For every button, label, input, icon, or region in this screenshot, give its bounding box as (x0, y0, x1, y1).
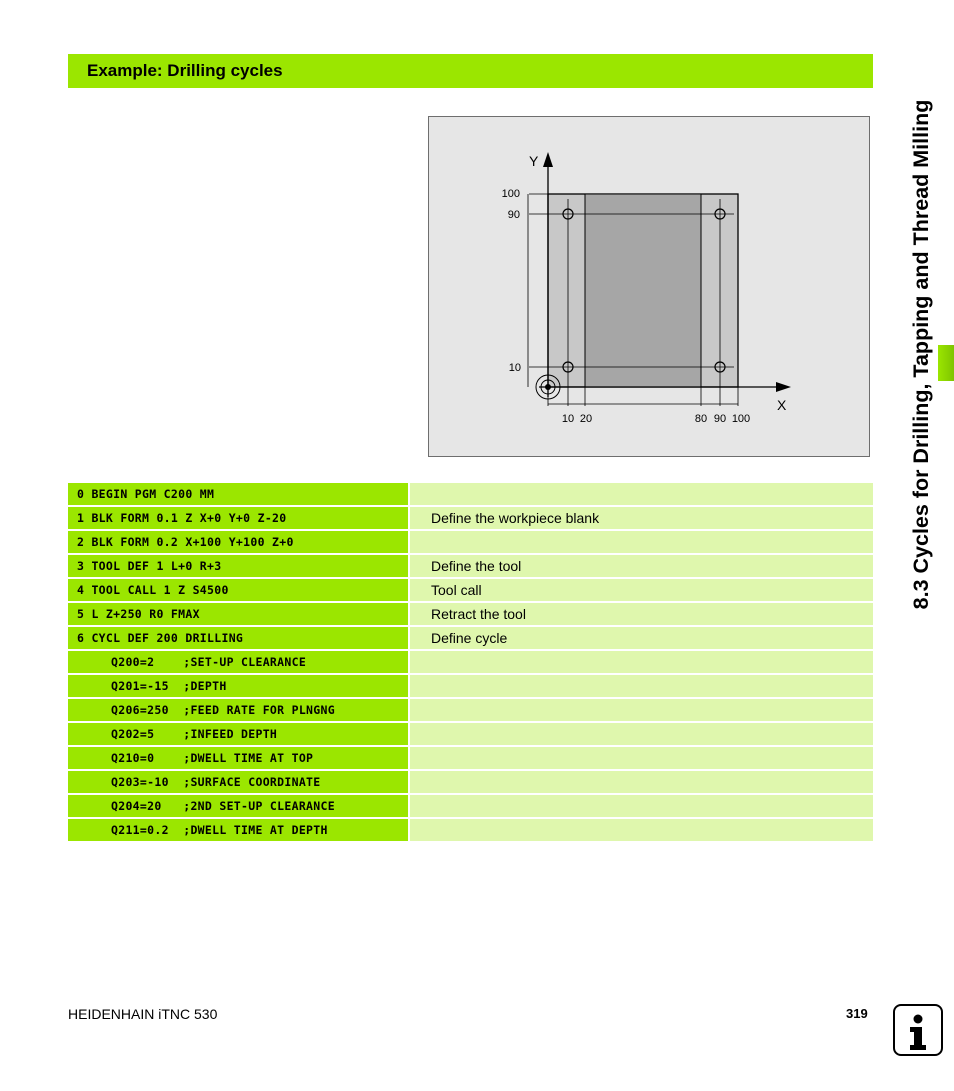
table-row (68, 579, 873, 603)
nc-code-line: Q202=5 ;INFEED DEPTH (68, 723, 408, 745)
drilling-diagram-svg (429, 117, 871, 458)
x-tick-10: 10 (561, 413, 575, 425)
x-tick-20: 20 (579, 413, 593, 425)
table-row (68, 555, 873, 579)
x-tick-100: 100 (731, 413, 751, 425)
y-tick-100: 100 (501, 188, 520, 200)
nc-comment (410, 531, 873, 553)
nc-comment: Define the workpiece blank (410, 507, 873, 529)
table-row (68, 795, 873, 819)
table-row (68, 507, 873, 531)
nc-code-line: Q201=-15 ;DEPTH (68, 675, 408, 697)
table-row (68, 483, 873, 507)
chapter-side-title-text: 8.3 Cycles for Drilling, Tapping and Thread Milling (909, 99, 933, 610)
table-row (68, 627, 873, 651)
nc-code-line: Q206=250 ;FEED RATE FOR PLNGNG (68, 699, 408, 721)
table-row (68, 723, 873, 747)
info-icon (893, 1004, 943, 1056)
table-row (68, 603, 873, 627)
nc-comment (410, 651, 873, 673)
nc-code-line: 5 L Z+250 R0 FMAX (68, 603, 408, 625)
nc-code-line: 2 BLK FORM 0.2 X+100 Y+100 Z+0 (68, 531, 408, 553)
nc-code-line: 0 BEGIN PGM C200 MM (68, 483, 408, 505)
x-axis-label: X (777, 397, 787, 413)
table-row (68, 819, 873, 843)
nc-comment (410, 795, 873, 817)
nc-comment (410, 675, 873, 697)
nc-code-line: 3 TOOL DEF 1 L+0 R+3 (68, 555, 408, 577)
section-header (68, 54, 873, 88)
nc-comment (410, 723, 873, 745)
nc-comment: Define the tool (410, 555, 873, 577)
x-tick-80: 80 (694, 413, 708, 425)
nc-comment (410, 819, 873, 841)
nc-comment (410, 747, 873, 769)
footer-product: HEIDENHAIN iTNC 530 (68, 1006, 218, 1022)
program-table (68, 483, 873, 843)
table-row (68, 675, 873, 699)
table-row (68, 747, 873, 771)
nc-comment: Tool call (410, 579, 873, 601)
table-row (68, 771, 873, 795)
table-row (68, 531, 873, 555)
chapter-tab-marker (938, 345, 954, 381)
drilling-diagram (428, 116, 870, 457)
table-row (68, 699, 873, 723)
y-axis-label: Y (529, 153, 539, 169)
section-title: Example: Drilling cycles (87, 61, 283, 80)
nc-comment: Define cycle (410, 627, 873, 649)
nc-code-line: Q211=0.2 ;DWELL TIME AT DEPTH (68, 819, 408, 841)
nc-code-line: 1 BLK FORM 0.1 Z X+0 Y+0 Z-20 (68, 507, 408, 529)
table-row (68, 651, 873, 675)
nc-code-line: Q204=20 ;2ND SET-UP CLEARANCE (68, 795, 408, 817)
nc-code-line: 4 TOOL CALL 1 Z S4500 (68, 579, 408, 601)
nc-comment (410, 483, 873, 505)
nc-code-line: 6 CYCL DEF 200 DRILLING (68, 627, 408, 649)
page-number: 319 (846, 1006, 868, 1021)
y-tick-10: 10 (508, 362, 521, 374)
nc-code-line: Q203=-10 ;SURFACE COORDINATE (68, 771, 408, 793)
nc-code-line: Q200=2 ;SET-UP CLEARANCE (68, 651, 408, 673)
y-tick-90: 90 (507, 209, 520, 221)
nc-comment (410, 771, 873, 793)
x-tick-90: 90 (713, 413, 727, 425)
nc-code-line: Q210=0 ;DWELL TIME AT TOP (68, 747, 408, 769)
workpiece-pocket (585, 194, 701, 387)
nc-comment: Retract the tool (410, 603, 873, 625)
nc-comment (410, 699, 873, 721)
